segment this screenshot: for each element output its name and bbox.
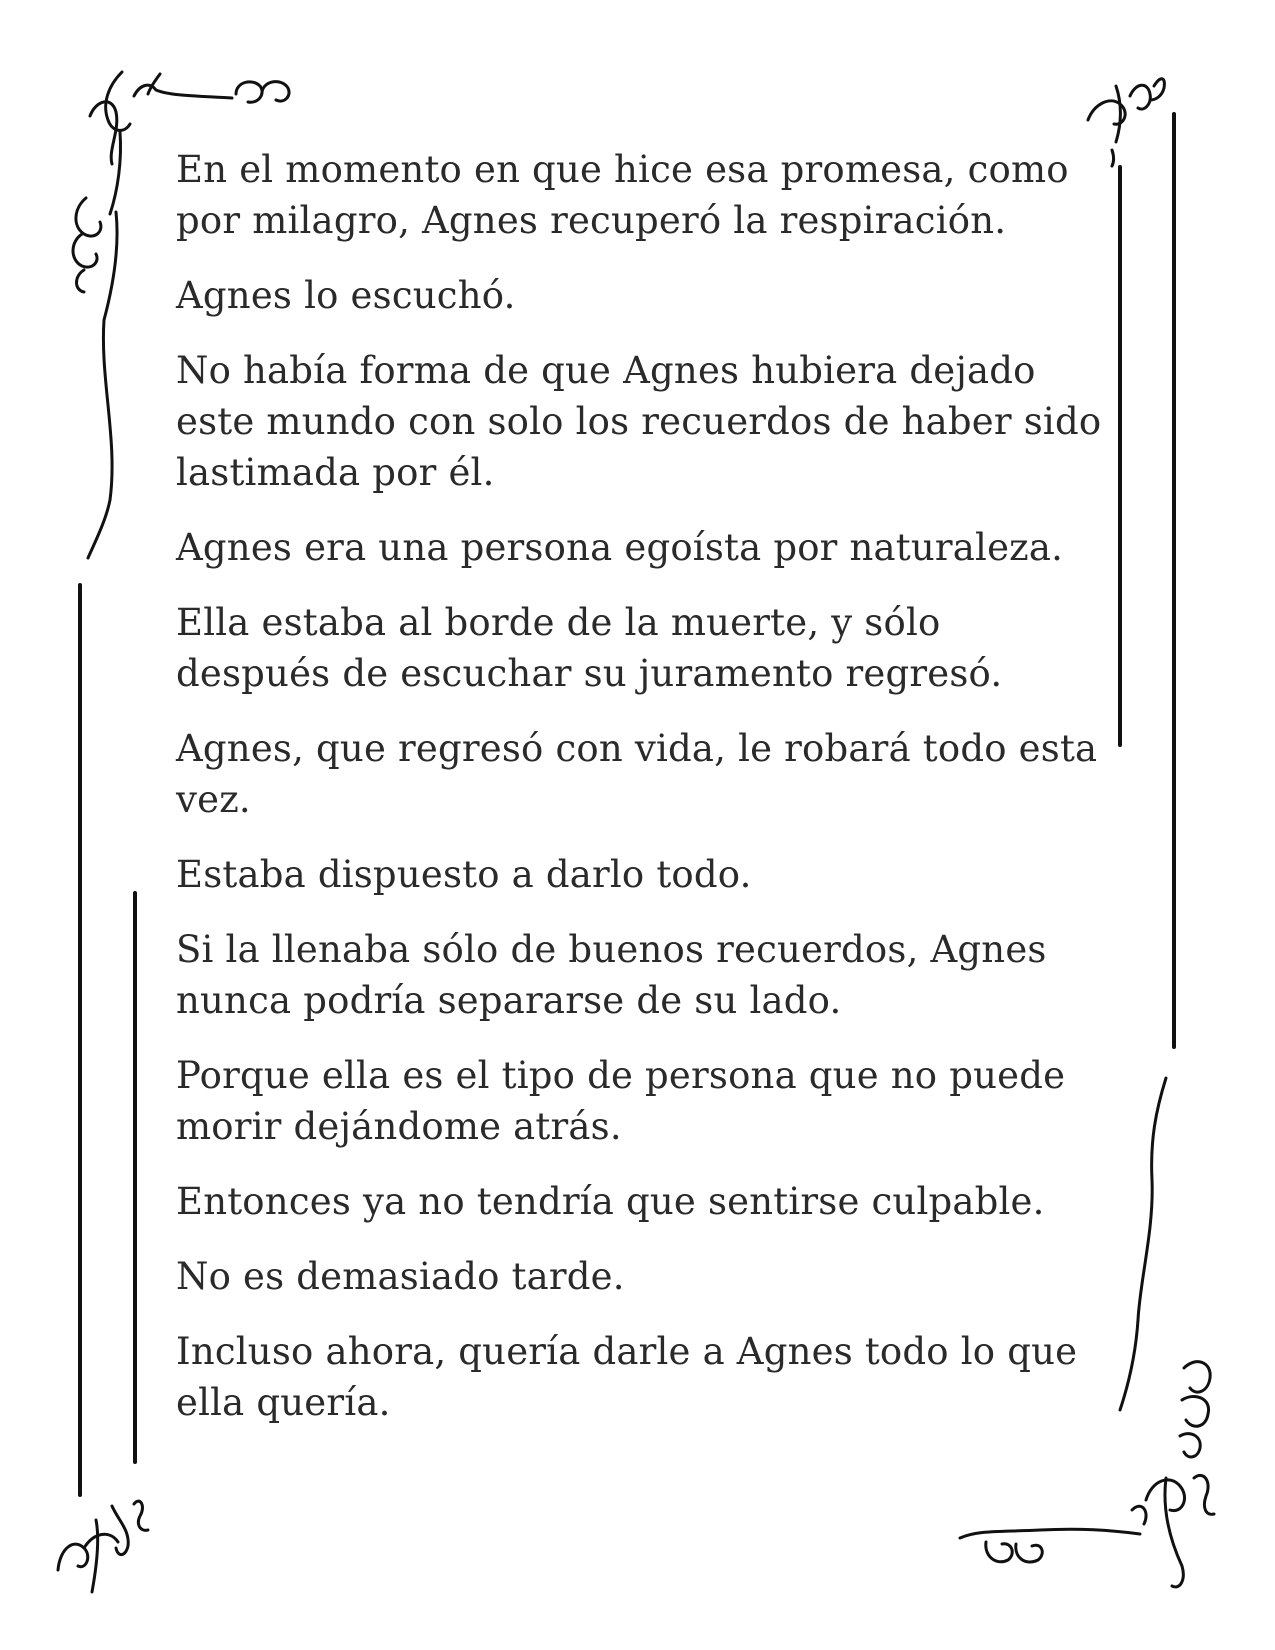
paragraph: Agnes lo escuchó. [176, 274, 516, 317]
paragraph: En el momento en que hice esa promesa, como por milagro, Agnes recuperó la respiración. [176, 148, 1069, 242]
paragraph: Entonces ya no tendría que sentirse culpable. [176, 1180, 1045, 1223]
paragraph: No había forma de que Agnes hubiera dejado este mundo con solo los recuerdos de haber sido lastimada por él. [176, 349, 1102, 494]
bottom-right-flourish [960, 1475, 1214, 1586]
paragraph: Agnes era una persona egoísta por naturaleza. [176, 526, 1064, 569]
story-text [176, 144, 1106, 1452]
paragraph: No es demasiado tarde. [176, 1255, 625, 1298]
paragraph: Incluso ahora, quería darle a Agnes todo lo que ella quería. [176, 1330, 1078, 1424]
paragraph: Agnes, que regresó con vida, le robará todo esta vez. [176, 727, 1098, 821]
paragraph: Ella estaba al borde de la muerte, y sólo después de escuchar su juramento regresó. [176, 601, 1003, 695]
right-lower-flourish [1120, 1078, 1210, 1457]
bottom-left-flourish [58, 1501, 148, 1592]
paragraph: Porque ella es el tipo de persona que no puede morir dejándome atrás. [176, 1054, 1066, 1148]
paragraph: Si la llenaba sólo de buenos recuerdos, Agnes nunca podría separarse de su lado. [176, 928, 1047, 1022]
paragraph: Estaba dispuesto a darlo todo. [176, 853, 752, 896]
